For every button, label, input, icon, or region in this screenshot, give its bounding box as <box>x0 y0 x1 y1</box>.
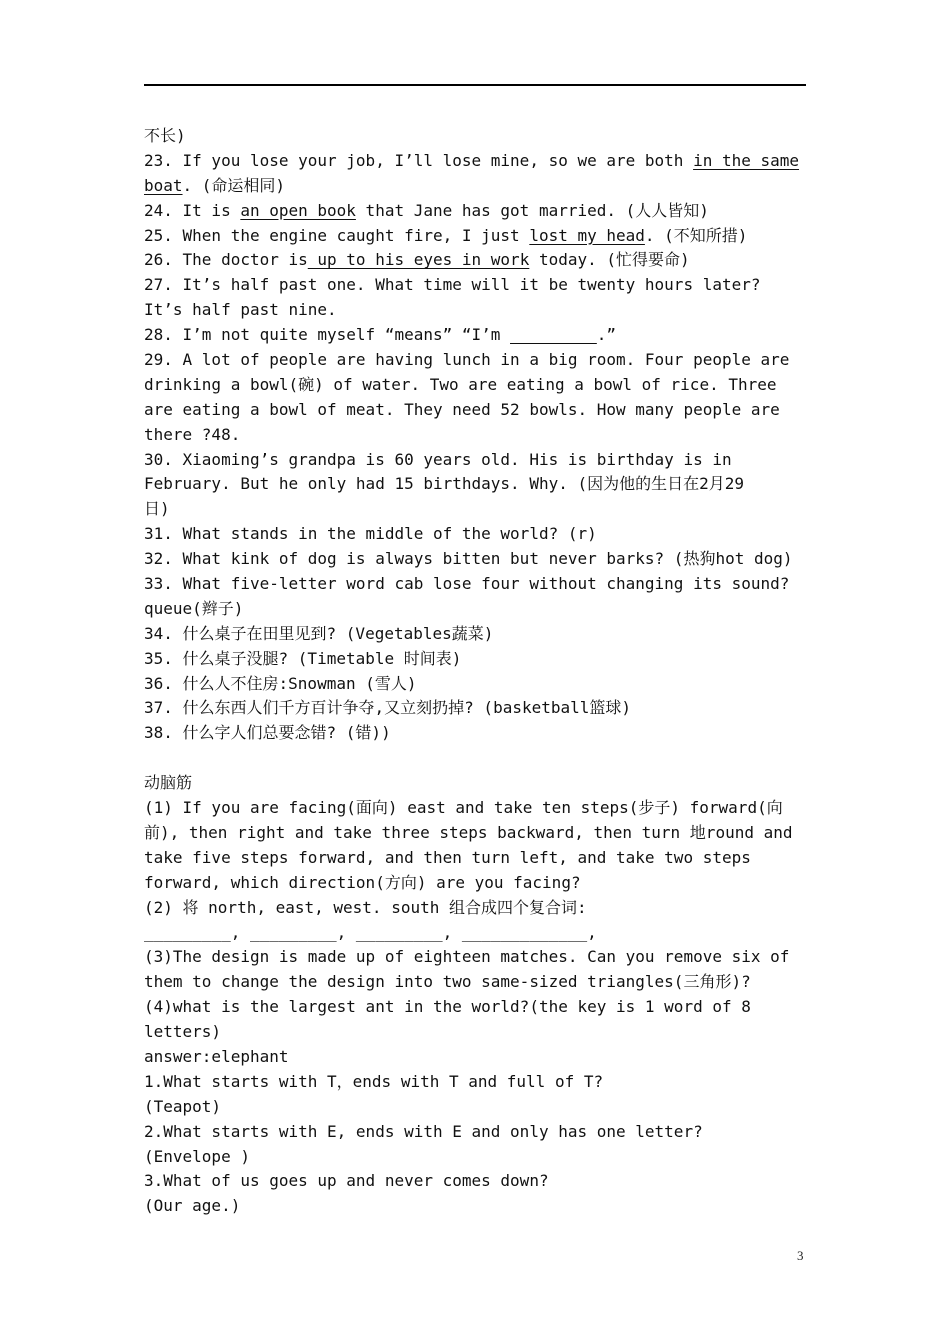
text-line: 31. What stands in the middle of the world? (r) <box>144 524 597 544</box>
text-line: 36. 什么人不住房:Snowman (雪人) <box>144 673 417 693</box>
text-line: 37. 什么东西人们千方百计争夺,又立刻扔掉? (basketball篮球) <box>144 698 632 718</box>
text-line: 33. What five-letter word cab lose four without changing its sound? <box>144 574 790 594</box>
text-line: February. But he only had 15 birthdays. Why. (因为他的生日在2月29 <box>144 474 745 494</box>
underlined-phrase: lost my head <box>529 225 645 245</box>
section-heading: 动脑筋 <box>144 773 193 793</box>
text-span: 28. I’m not quite myself “means” “I’m <box>144 325 511 345</box>
underlined-phrase: an open book <box>240 200 356 220</box>
answer-blanks-line: _________, _________, _________, _____________, <box>144 922 597 942</box>
text-line: 29. A lot of people are having lunch in a big room. Four people are <box>144 350 790 370</box>
text-line: 34. 什么桌子在田里见到? (Vegetables蔬菜) <box>144 623 494 643</box>
text-span: 25. When the engine caught fire, I just <box>144 225 530 245</box>
text-line: (Teapot) <box>144 1096 222 1116</box>
text-line: them to change the design into two same-sized triangles(三角形)? <box>144 972 751 992</box>
text-line: 前), then right and take three steps backward, then turn 地round and <box>144 822 793 842</box>
text-line: (3)The design is made up of eighteen matches. Can you remove six of <box>144 947 790 967</box>
text-line: queue(辫子) <box>144 598 244 618</box>
text-line: 38. 什么字人们总要念错? (错)) <box>144 723 391 743</box>
text-line <box>144 248 806 273</box>
header-rule <box>144 84 806 86</box>
underlined-phrase: in the same <box>693 150 800 170</box>
text-span: that Jane has got married. (人人皆知) <box>355 200 709 220</box>
text-line: 30. Xiaoming’s grandpa is 60 years old. His is birthday is in <box>144 449 732 469</box>
text-line: It’s half past nine. <box>144 300 337 320</box>
text-line: letters) <box>144 1022 222 1042</box>
page-body <box>144 124 806 1219</box>
answer-blank: _________ <box>510 325 597 345</box>
text-line: 1.What starts with T，ends with T and full of T? <box>144 1071 604 1091</box>
text-line: 2.What starts with E, ends with E and only has one letter? <box>144 1121 703 1141</box>
text-line: drinking a bowl(碗) of water. Two are eating a bowl of rice. Three <box>144 374 777 394</box>
text-line <box>144 224 806 249</box>
text-line: 32. What kink of dog is always bitten but never barks? (热狗hot dog) <box>144 549 793 569</box>
text-line: (Envelope ) <box>144 1146 250 1166</box>
text-span: 24. It is <box>144 200 241 220</box>
text-line: (1) If you are facing(面向) east and take ten steps(步子) forward(向 <box>144 798 783 818</box>
text-line: are eating a bowl of meat. They need 52 bowls. How many people are <box>144 399 780 419</box>
underlined-phrase: boat <box>144 175 183 195</box>
text-line: (4)what is the largest ant in the world?(the key is 1 word of 8 <box>144 997 751 1017</box>
text-line: take five steps forward, and then turn left, and take two steps <box>144 847 751 867</box>
text-line <box>144 174 806 199</box>
text-line: (Our age.) <box>144 1196 241 1216</box>
text-line: (2) 将 north, east, west. south 组合成四个复合词: <box>144 897 587 917</box>
text-line: there ?48. <box>144 424 241 444</box>
text-span: . (不知所措) <box>644 225 748 245</box>
text-line: 27. It’s half past one. What time will it be twenty hours later? <box>144 275 761 295</box>
text-line: 不长) <box>144 126 186 145</box>
text-span: today. (忙得要命) <box>529 250 690 270</box>
blank-line <box>144 746 806 771</box>
text-span: . (命运相同) <box>182 175 286 195</box>
text-span: .” <box>596 325 617 345</box>
text-line: 35. 什么桌子没腿? (Timetable 时间表) <box>144 648 462 668</box>
page-number: 3 <box>797 1248 804 1263</box>
text-span: 23. If you lose your job, I’ll lose mine, so we are both <box>144 150 694 170</box>
text-line: 3.What of us goes up and never comes down? <box>144 1171 549 1191</box>
text-line <box>144 323 806 348</box>
underlined-phrase: up to his eyes in work <box>307 250 530 270</box>
text-span: 26. The doctor is <box>144 250 308 270</box>
text-line: forward, which direction(方向) are you facing? <box>144 872 581 892</box>
text-line <box>144 149 806 174</box>
text-line: answer:elephant <box>144 1046 289 1066</box>
text-line: 日) <box>144 499 170 519</box>
text-line <box>144 199 806 224</box>
